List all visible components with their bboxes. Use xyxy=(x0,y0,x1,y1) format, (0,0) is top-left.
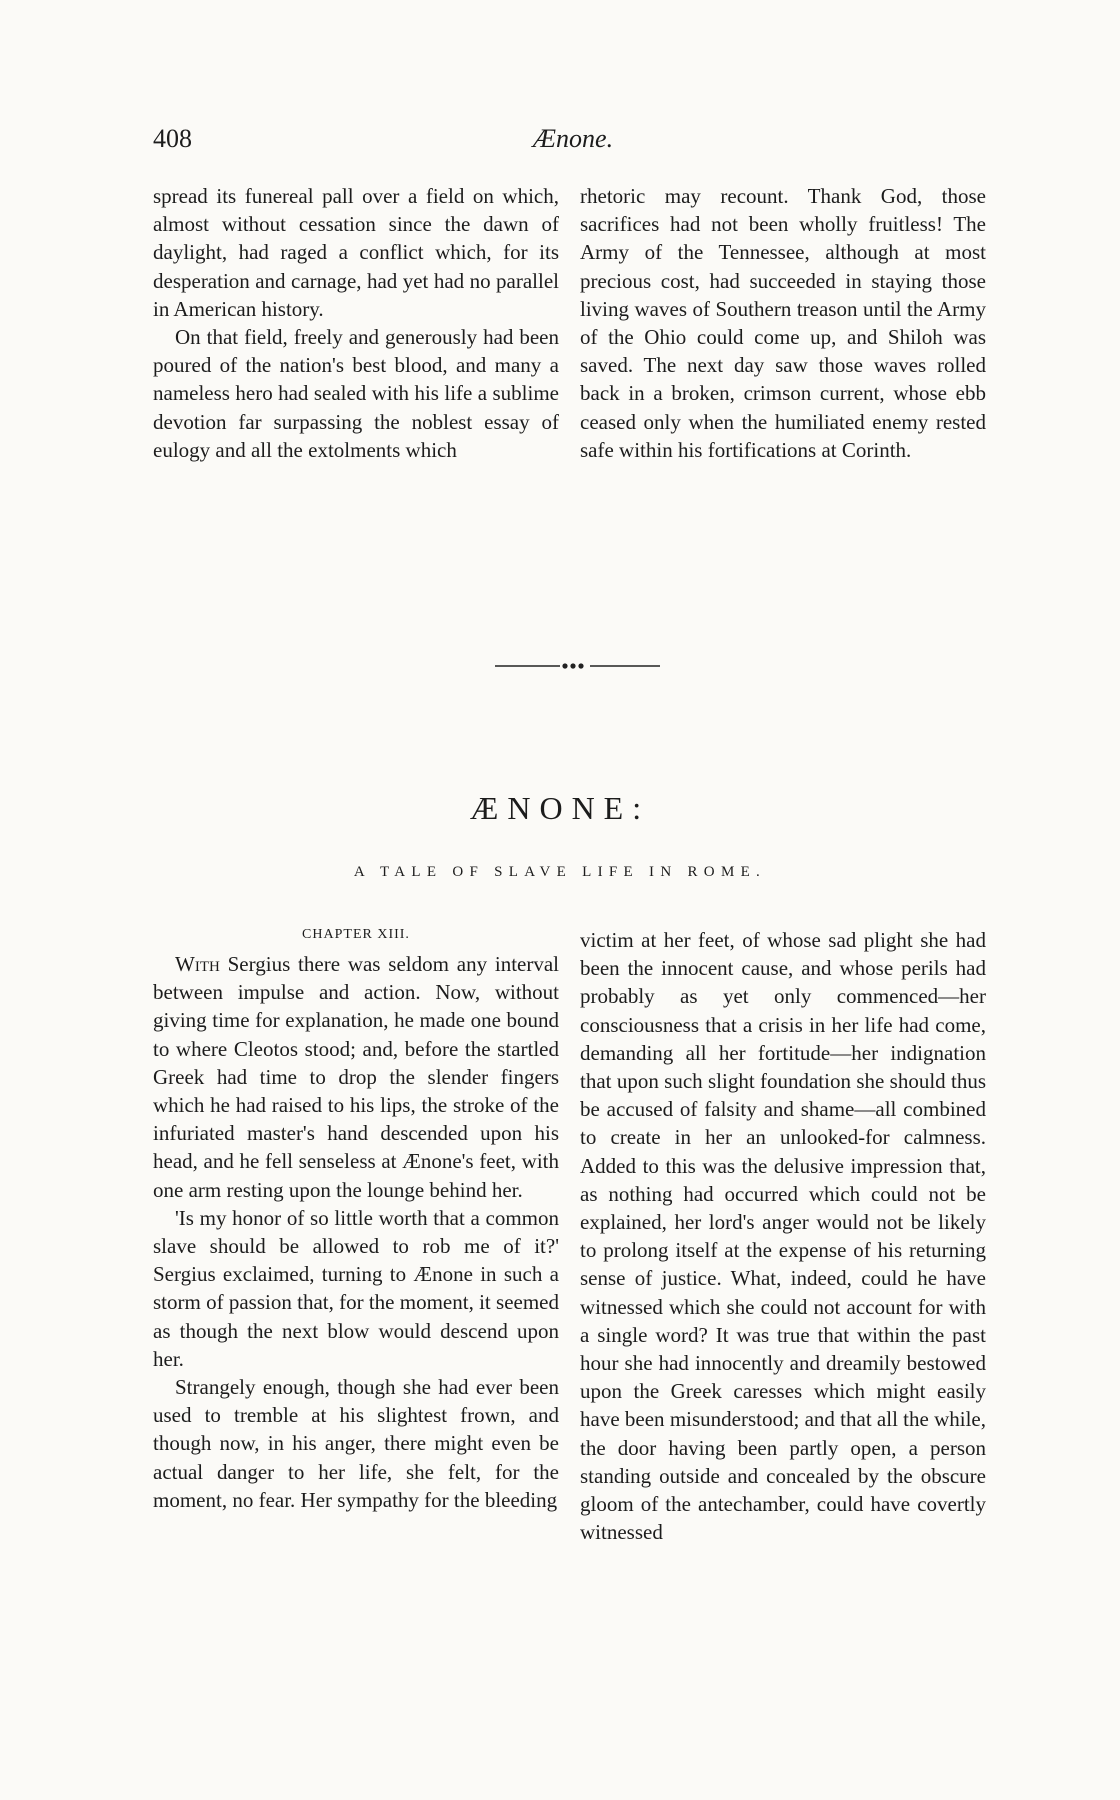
story-subtitle: A TALE OF SLAVE LIFE IN ROME. xyxy=(353,864,767,880)
section-divider xyxy=(495,660,660,672)
running-title: Ænone. xyxy=(532,124,614,153)
divider-dot xyxy=(578,663,583,668)
paragraph-text: Sergius there was seldom any interval between impulse and action. Now, without giving time for explanation, he made one bound to where Cleotos stood; and, before the startled Greek had time to drop the slender fingers which he had raised to his lips, the stroke of the infuriated master's hand descended upon his head, and he fell senseless at Ænone's feet, with one arm resting upon the lounge behind her. xyxy=(153,952,560,1202)
paragraph: spread its funereal pall over a field on which, almost without cessation since the dawn of daylight, had raged a conflict which, for its desperation and carnage, had yet had no parallel in American history. xyxy=(153,184,559,321)
chapter-left-column xyxy=(153,922,559,1514)
divider-dot xyxy=(562,663,567,668)
top-right-column xyxy=(580,182,986,464)
paragraph: Strangely enough, though she had ever been used to tremble at his slightest frown, and though now, in his anger, there might even be actual danger to her life, she felt, for the moment, no fear. Her sympathy for the bleeding xyxy=(153,1375,559,1512)
paragraph: 'Is my honor of so little worth that a common slave should be allowed to rob me of it?' Sergius exclaimed, turning to Ænone in such a storm of passion that, for the moment, it seemed as though the next blow would descend upon her. xyxy=(153,1205,559,1371)
top-left-column xyxy=(153,182,559,464)
paragraph: On that field, freely and generously had been poured of the nation's best blood, and many a nameless hero had sealed with his life a sublime devotion far surpassing the noblest essay of eulogy and all the extolments which xyxy=(153,325,559,462)
paragraph: victim at her feet, of whose sad plight she had been the innocent cause, and whose perils had probably as yet only commenced—her consciousness that a crisis in her life had come, demanding all her fortitude—her indignation that upon such slight foundation she should thus be accused of falsity and shame—all combined to create in her an unlooked-for calmness. Added to this was the delusive impression that, as nothing had occurred which could not be explained, her lord's anger would not be likely to prolong itself at the expense of his returning sense of justice. What, indeed, could he have witnessed which she could not account for with a single word? It was true that within the past hour she had innocently and dreamily bestowed upon the Greek caresses which might easily have been misunderstood; and that all the while, the door having been partly open, a person standing outside and concealed by the obscure gloom of the antechamber, could have covertly witnessed xyxy=(580,928,986,1545)
story-title: ÆNONE: xyxy=(469,790,651,826)
running-head xyxy=(153,124,993,158)
chapter-heading: CHAPTER XIII. xyxy=(302,927,410,942)
initial-word: With xyxy=(175,952,220,976)
paragraph: rhetoric may recount. Thank God, those sacrifices had not been wholly fruitless! The Army of the Tennessee, although at most precious cost, had succeeded in staying those living waves of Southern treason until the Army of the Ohio could come up, and Shiloh was saved. The next day saw those waves rolled back in a broken, crimson current, whose ebb ceased only when the humiliated enemy rested safe within his fortifications at Corinth. xyxy=(580,184,986,462)
page-number: 408 xyxy=(153,124,192,153)
paragraph xyxy=(153,950,559,1204)
divider-dot xyxy=(570,663,575,668)
chapter-right-column xyxy=(580,926,986,1546)
